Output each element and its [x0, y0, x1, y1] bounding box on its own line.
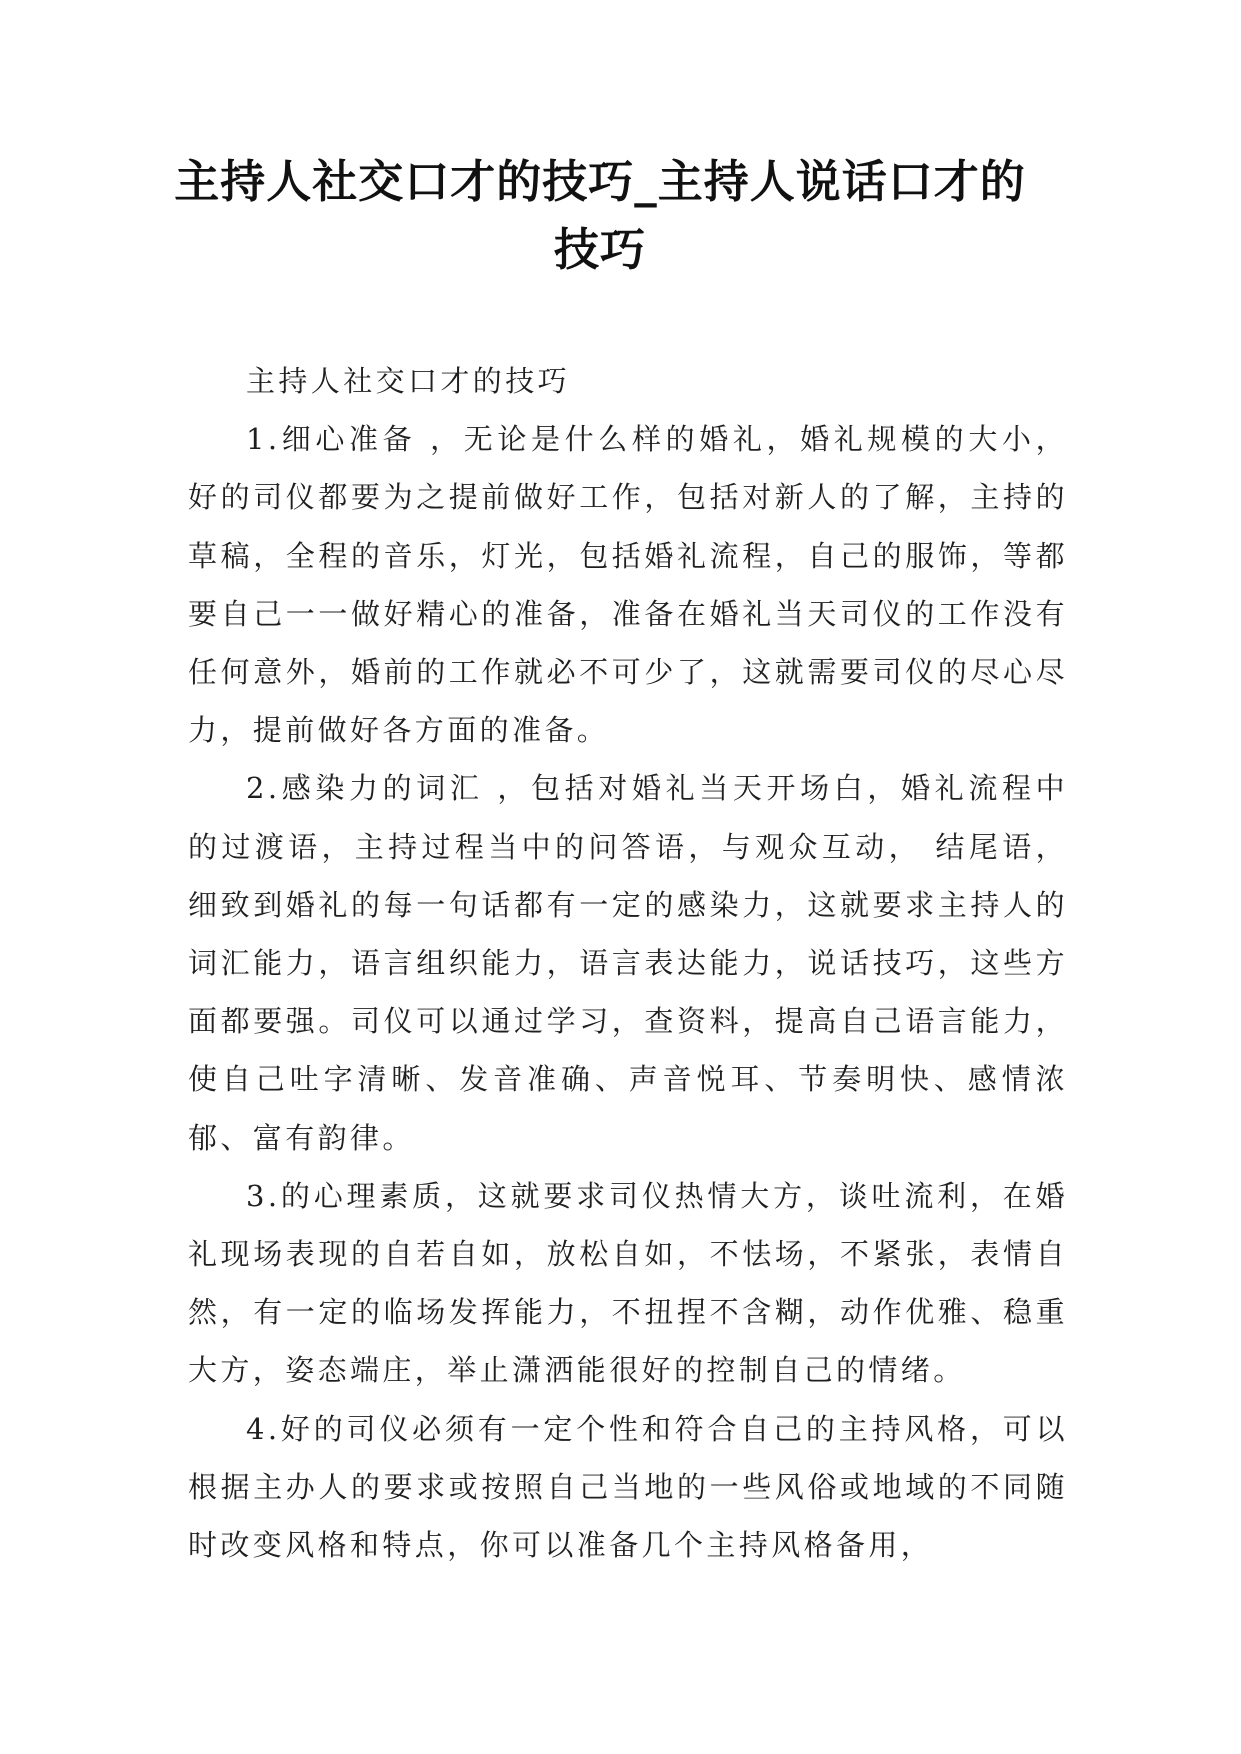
- paragraph-1: 1.细心准备 ，无论是什么样的婚礼，婚礼规模的大小，好的司仪都要为之提前做好工作，包括对新人的了解，主持的草稿，全程的音乐，灯光，包括婚礼流程，自己的服饰，等都要自己一一做好精心的准备，准备在婚礼当天司仪的工作没有任何意外，婚前的工作就必不可少了，这就需要司仪的尽心尽力，提前做好各方面的准备。: [188, 422, 1068, 748]
- document-title: [150, 148, 1050, 284]
- title-line-1: 主持人社交口才的技巧_主持人说话口才的: [174, 155, 1026, 208]
- paragraph-4: 4.好的司仪必须有一定个性和符合自己的主持风格，可以根据主办人的要求或按照自己当地的一些风俗或地域的不同随时改变风格和特点，你可以准备几个主持风格备用，: [188, 1411, 1068, 1563]
- document-body: [188, 352, 1068, 1574]
- paragraph-3: 3.的心理素质，这就要求司仪热情大方，谈吐流利，在婚礼现场表现的自若自如，放松自如，不怯场，不紧张，表情自然，有一定的临场发挥能力，不扭捏不含糊，动作优雅、稳重大方，姿态端庄，举止潇洒能很好的控制自己的情绪。: [188, 1178, 1068, 1388]
- section-heading: 主持人社交口才的技巧: [246, 364, 571, 398]
- title-line-2: 技巧: [553, 223, 646, 276]
- paragraph-2: 2.感染力的词汇 ，包括对婚礼当天开场白，婚礼流程中的过渡语，主持过程当中的问答语，与观众互动， 结尾语，细致到婚礼的每一句话都有一定的感染力，这就要求主持人的词汇能力，语言组织能力，语言表达能力，说话技巧，这些方面都要强。司仪可以通过学习，查资料，提高自己语言能力，使自己吐字清晰、发音准确、声音悦耳、节奏明快、感情浓郁、富有韵律。: [188, 771, 1068, 1155]
